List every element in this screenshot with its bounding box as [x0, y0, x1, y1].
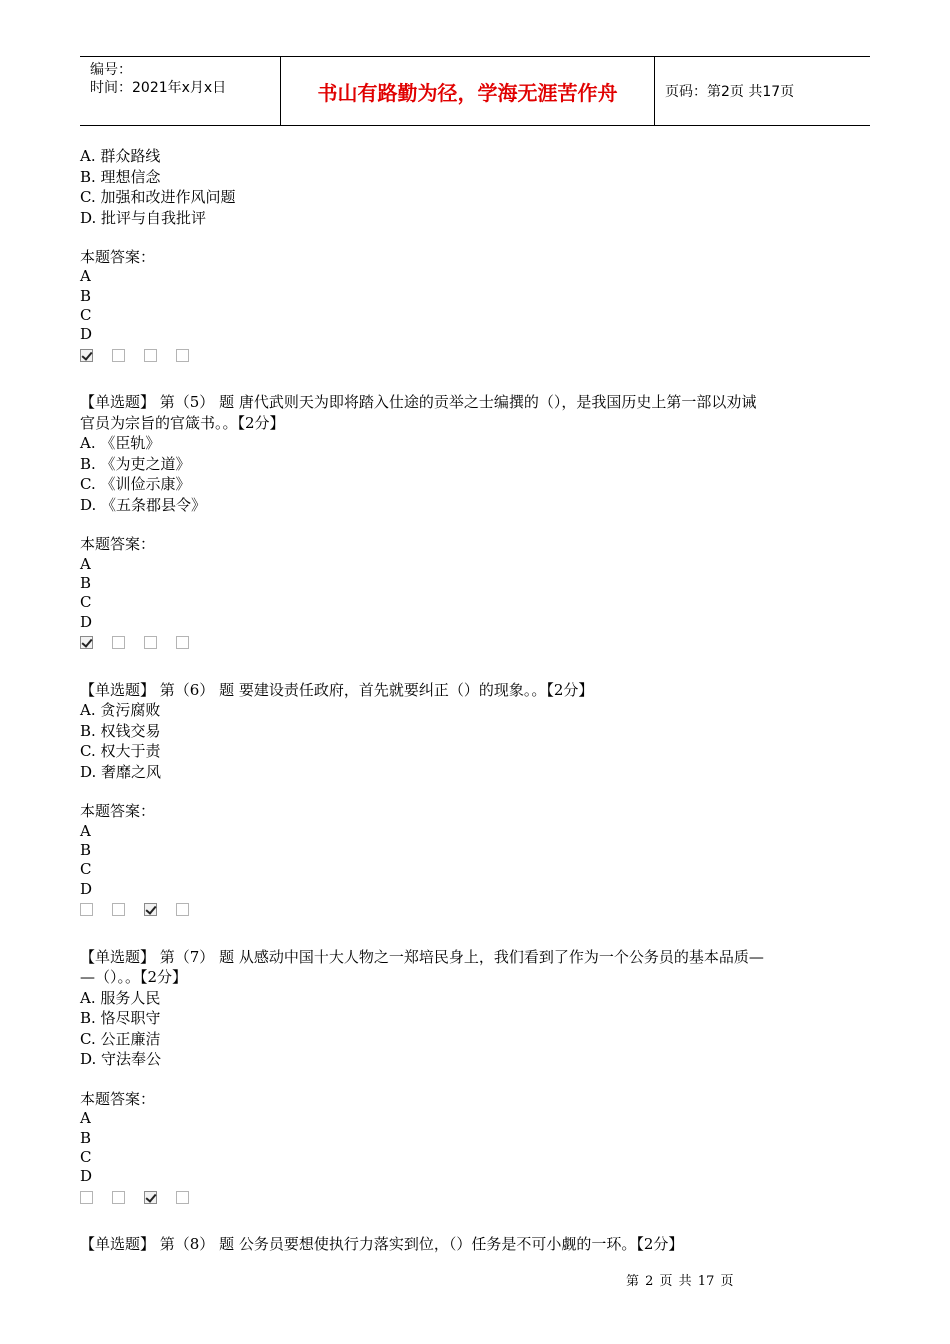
answer-label: 本题答案：	[80, 535, 156, 554]
answer-letter-d: D	[80, 612, 93, 631]
answer-letter-d: D	[80, 1167, 93, 1186]
option-b: B. 权钱交易	[80, 721, 161, 740]
answer-letter-c: C	[80, 1147, 92, 1166]
option-d: D. 批评与自我批评	[80, 208, 207, 227]
answer-letter-b: B	[80, 286, 92, 305]
checkbox-d[interactable]	[176, 903, 189, 916]
question-text-cont: 官员为宗旨的官箴书。。【2分】	[80, 413, 285, 432]
checkbox-b[interactable]	[112, 349, 125, 362]
checkbox-b[interactable]	[112, 1191, 125, 1204]
answer-letter-a: A	[80, 554, 91, 573]
checkbox-b[interactable]	[112, 636, 125, 649]
page-footer: 第 2 页 共 17 页	[626, 1274, 734, 1289]
answer-letter-a: A	[80, 821, 91, 840]
checkbox-d[interactable]	[176, 636, 189, 649]
answer-letter-b: B	[80, 1128, 92, 1147]
answer-letter-b: B	[80, 574, 92, 593]
checkbox-c[interactable]	[144, 349, 157, 362]
question-8	[80, 1234, 872, 1255]
option-c: C. 权大于责	[80, 742, 161, 761]
answer-checkboxes	[80, 346, 872, 364]
question-7	[80, 947, 872, 1206]
question-6	[80, 680, 872, 919]
checkbox-d[interactable]	[176, 349, 189, 362]
header-meta	[80, 57, 281, 125]
answer-letter-c: C	[80, 593, 92, 612]
answer-letter-d: D	[80, 325, 93, 344]
question-text: 【单选题】 第（5） 题 唐代武则天为即将踏入仕途的贡举之士编撰的（），是我国历史上第一部以劝诫	[80, 393, 757, 412]
checkbox-c[interactable]	[144, 903, 157, 916]
answer-checkboxes	[80, 634, 872, 652]
answer-checkboxes	[80, 901, 872, 919]
answer-checkboxes	[80, 1188, 872, 1206]
option-b: B. 恪尽职守	[80, 1009, 161, 1028]
option-a: A. 《臣轨》	[80, 434, 161, 453]
option-a: A. 服务人民	[80, 988, 161, 1007]
questions-content	[80, 146, 872, 1255]
question-4	[80, 146, 872, 364]
answer-label: 本题答案：	[80, 248, 156, 266]
option-c: C. 《训俭示康》	[80, 475, 191, 494]
checkbox-c[interactable]	[144, 1191, 157, 1204]
checkbox-d[interactable]	[176, 1191, 189, 1204]
question-text: 【单选题】 第（7） 题 从感动中国十大人物之一郑培民身上，我们看到了作为一个公务员的基本品质—	[80, 947, 764, 966]
answer-letter-c: C	[80, 860, 92, 879]
checkbox-a[interactable]	[80, 349, 93, 362]
checkbox-a[interactable]	[80, 903, 93, 916]
document-number-label: 编号：	[90, 62, 132, 78]
answer-letter-b: B	[80, 841, 92, 860]
option-b: B. 理想信念	[80, 167, 161, 186]
answer-letter-d: D	[80, 879, 93, 898]
option-d: D. 奢靡之风	[80, 762, 162, 781]
question-5	[80, 392, 872, 651]
answer-label: 本题答案：	[80, 802, 156, 821]
option-d: D. 《五条郡县令》	[80, 495, 207, 514]
checkbox-a[interactable]	[80, 1191, 93, 1204]
option-a: A. 贪污腐败	[80, 701, 161, 720]
question-text-cont: —（）。。【2分】	[80, 968, 188, 987]
question-text: 【单选题】 第（6） 题 要建设责任政府，首先就要纠正（）的现象。。【2分】	[80, 680, 594, 699]
checkbox-b[interactable]	[112, 903, 125, 916]
option-b: B. 《为吏之道》	[80, 454, 191, 473]
answer-label: 本题答案：	[80, 1089, 156, 1108]
option-d: D. 守法奉公	[80, 1050, 162, 1069]
page-header	[80, 56, 870, 126]
checkbox-a[interactable]	[80, 636, 93, 649]
document-time-label: 时间：2021年x月x日	[90, 80, 227, 96]
answer-letter-a: A	[80, 267, 91, 286]
answer-letter-a: A	[80, 1109, 91, 1128]
answer-letter-c: C	[80, 305, 92, 324]
checkbox-c[interactable]	[144, 636, 157, 649]
option-a: A. 群众路线	[80, 147, 161, 165]
header-page-info: 页码：第2页 共17页	[665, 84, 795, 100]
question-text: 【单选题】 第（8） 题 公务员要想使执行力落实到位，（）任务是不可小觑的一环。【2分】	[80, 1235, 684, 1254]
header-motto: 书山有路勤为径，学海无涯苦作舟	[281, 57, 655, 125]
option-c: C. 公正廉洁	[80, 1029, 161, 1048]
option-c: C. 加强和改进作风问题	[80, 188, 236, 206]
